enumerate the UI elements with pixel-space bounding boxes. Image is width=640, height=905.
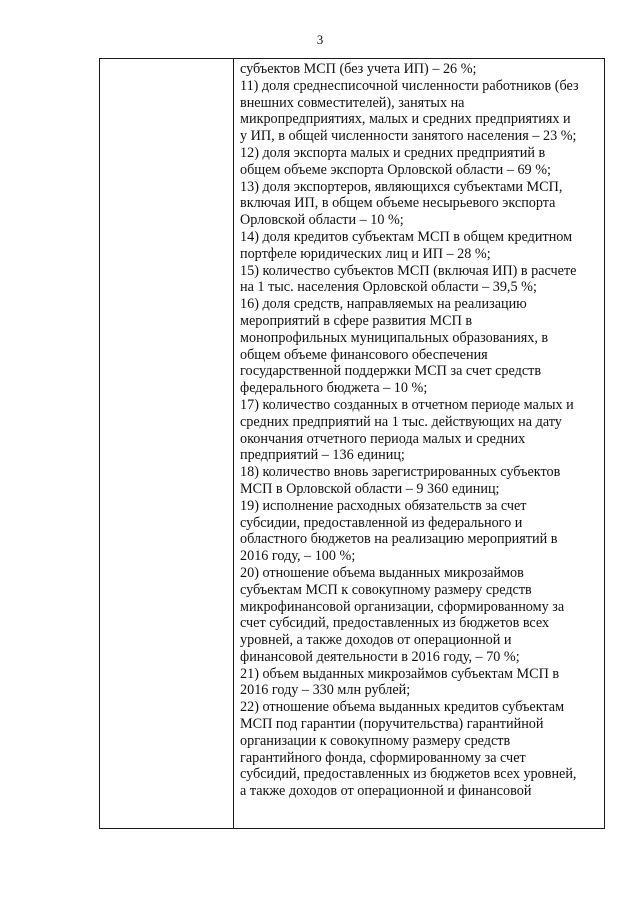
text-line: субъектов МСП (без учета ИП) – 26 %;: [240, 61, 477, 77]
text-line: 17) количество созданных в отчетном периоде малых и: [240, 396, 574, 413]
text-line: на 1 тыс. населения Орловской области – 39,5 %;: [240, 279, 537, 296]
text-line: государственной поддержки МСП за счет средств: [240, 363, 542, 380]
text-line: микропредприятиях, малых и средних предприятиях и: [240, 111, 571, 128]
text-line: субъектам МСП к совокупному размеру средств: [240, 581, 532, 598]
text-line: общем объеме финансового обеспечения: [240, 346, 488, 363]
text-line: 15) количество субъектов МСП (включая ИП) в расчете: [240, 262, 577, 279]
text-line: предприятий – 136 единиц;: [240, 447, 405, 464]
text-line: МСП под гарантии (поручительства) гарантийной: [240, 716, 544, 733]
text-line: гарантийного фонда, сформированному за счет: [240, 749, 526, 766]
text-line: 22) отношение объема выданных кредитов субъектам: [240, 699, 565, 716]
text-line: субсидий, предоставленных из бюджетов всех уровней,: [240, 766, 577, 783]
text-line: окончания отчетного периода малых и средних: [240, 430, 526, 447]
text-line: организации к совокупному размеру средств: [240, 732, 511, 749]
text-line: 13) доля экспортеров, являющихся субъектами МСП,: [240, 178, 563, 195]
text-line: портфеле юридических лиц и ИП – 28 %;: [240, 245, 491, 262]
text-line: областного бюджетов на реализацию мероприятий в: [240, 531, 558, 548]
text-line: 2016 году, – 100 %;: [240, 548, 356, 565]
text-line: уровней, а также доходов от операционной и: [240, 632, 512, 649]
text-line: 14) доля кредитов субъектам МСП в общем кредитном: [240, 228, 573, 245]
text-line: внешних совместителей), занятых на: [240, 94, 465, 111]
text-line: субсидии, предоставленной из федерального и: [240, 514, 523, 531]
text-line: финансовой деятельности в 2016 году, – 70 %;: [240, 648, 520, 665]
text-line: монопрофильных муниципальных образованиях, в: [240, 329, 549, 346]
text-line: Орловской области – 10 %;: [240, 212, 404, 229]
text-line: 21) объем выданных микрозаймов субъектам МСП в: [240, 665, 560, 682]
table-right-column: [234, 59, 604, 828]
text-line: 12) доля экспорта малых и средних предприятий в: [240, 144, 546, 161]
text-line: средних предприятий на 1 тыс. действующих на дату: [240, 413, 562, 430]
text-line: 18) количество вновь зарегистрированных субъектов: [240, 464, 561, 481]
text-line: федерального бюджета – 10 %;: [240, 380, 428, 397]
text-line: общем объеме экспорта Орловской области – 69 %;: [240, 161, 551, 178]
text-line: МСП в Орловской области – 9 360 единиц;: [240, 480, 500, 497]
text-line: а также доходов от операционной и финансовой: [240, 783, 532, 800]
text-line: счет субсидий, предоставленных из бюджетов всех: [240, 615, 550, 632]
text-line: включая ИП, в общем объеме несырьевого экспорта: [240, 195, 556, 212]
text-line: 2016 году – 330 млн рублей;: [240, 682, 411, 699]
text-line: 19) исполнение расходных обязательств за счет: [240, 497, 527, 514]
page-number: 3: [316, 32, 324, 47]
text-line: 11) доля среднесписочной численности работников (без: [240, 77, 579, 94]
text-line: 20) отношение объема выданных микрозаймов: [240, 564, 524, 581]
text-line: у ИП, в общей численности занятого населения – 23 %;: [240, 128, 577, 145]
table-left-column: [100, 59, 234, 828]
text-line: микрофинансовой организации, сформированному за: [240, 598, 565, 615]
text-line: 16) доля средств, направляемых на реализацию: [240, 296, 527, 313]
document-table: [99, 58, 605, 829]
text-line: мероприятий в сфере развития МСП в: [240, 312, 473, 329]
